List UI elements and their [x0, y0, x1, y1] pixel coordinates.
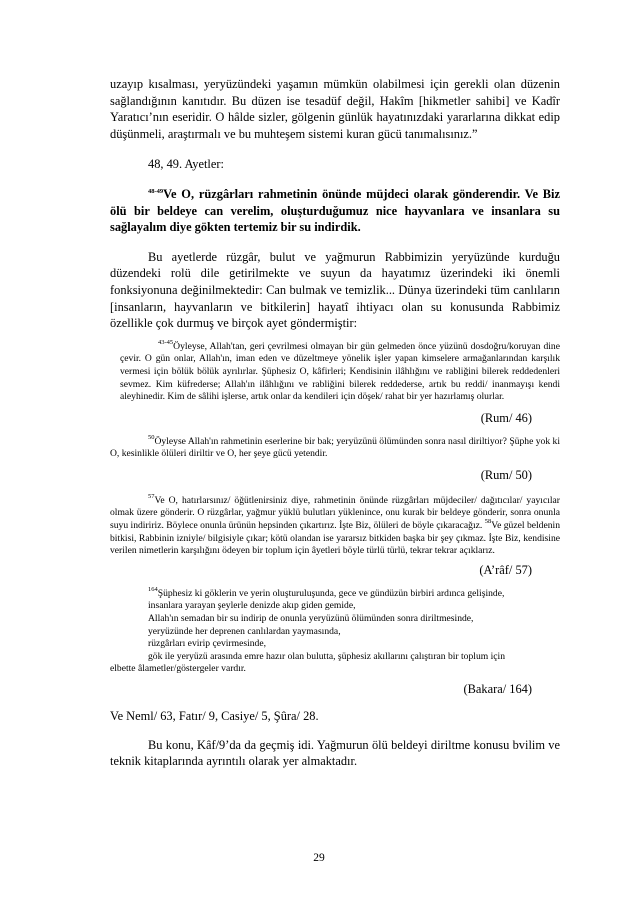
paragraph-intro: uzayıp kısalması, yeryüzündeki yaşamın mümkün olabilmesi için gerekli olan düzenin sağlandığının kanıtıdır. Bu düzen ise tesadüf değil, Hakîm [hikmetler sahibi] ve Kadîr Yaratıcı’nın eseridir. O hâlde sizler, gölgenin günlük hayatınızdaki yararlarına dikkat edip düşünmeli, araştırmalı ve bu muhteşem sistemi kuran gücü tanımalısınız.” — [110, 77, 560, 141]
quote-bakara-164 — [110, 585, 560, 676]
quote-line: yeryüzünde her deprenen canlılardan yaymasında, — [148, 625, 341, 637]
verse-48-49 — [110, 186, 560, 236]
quote-verse-number: 164 — [148, 585, 158, 593]
quote-rum-46 — [110, 338, 560, 404]
reference-rum-50: (Rum/ 50) — [480, 467, 532, 482]
verse-text: Ve O, rüzgârları rahmetinin önünde müjdeci olarak gönderendir. Ve Biz ölü bir beldeye can verelim, oluşturduğumuz nice hayvanlara ve insanlara su sağlayalım diye gökten tertemiz bir su indirdik. — [110, 186, 560, 235]
quote-verse-number: 43-45 — [158, 338, 174, 346]
quote-line: rüzgârları evirip çevirmesinde, — [148, 638, 267, 650]
quote-rum-50 — [110, 433, 560, 461]
quote-araf-57 — [110, 492, 560, 558]
quote-body: Ve güzel beldenin bitkisi, Rabbinin izniyle/ bilgisiyle çıkar; kötü olandan ise yararsız bitkiden başka bir şey çıkmaz. İşte Biz, kendisine verilen nimetlerin karşılığını ödeyen bir toplum için âyetleri böyle türlü türlü, tekrar tekrar açıklarız. — [110, 520, 560, 557]
quote-body: Öyleyse Allah'ın rahmetinin eserlerine bir bak; yeryüzünü ölümünden sonra nasıl diriltiyor? Şüphe yok ki O, kesinlikle ölüleri diriltir ve O, her şeye gücü yetendir. — [110, 435, 560, 460]
quote-verse-number: 57 — [148, 492, 155, 500]
reference-bakara-164: (Bakara/ 164) — [463, 682, 532, 696]
quote-body: Ve O, hatırlarsınız/ öğütlenirsiniz diye, rahmetinin önünde rüzgârları müjdeciler/ dağıtıcılar/ yayıcılar olmak üzere gönderir. O rüzgârlar, yağmur yüklü bulutları yüklenince, onu kurak bir beldeye gönderir, sonra onunla suyu indiririz. Böylece onunla ürünün hepsinden çıkartırız. İşte Biz, ölüleri de böyle çıkaracağız. — [110, 494, 560, 532]
quote-body: Öyleyse, Allah'tan, geri çevrilmesi olmayan bir gün gelmeden önce yüzünü dosdoğru/koruyan dine çevir. O gün onlar, Allah'ın, iman eden ve düzeltmeye yönelik işler yapan kimselere armağanlarından karşılık vermesi için bölük bölük ayrılırlar. Şüphesiz O, kâfirleri; Kendisinin ilâhlığını ve rabliğini bilerek reddedenleri sevmez. Kim küfrederse; Allah'ın ilâhlığını ve rabliğini bilerek reddederse, artık bu reddi/ inanmayışı kendi aleyhinedir. Kim de sâlihi işlerse, artık onlar da kendileri için döşek/ rahat bir yer hazırlamış olurlar. — [120, 340, 560, 403]
reference-rum-46: (Rum/ 46) — [480, 410, 532, 425]
page-number: 29 — [313, 852, 325, 864]
reference-araf-57: (A’râf/ 57) — [479, 562, 532, 577]
quote-line: Allah'ın semadan bir su indirip de onunla yeryüzünü ölümünden sonra diriltmesinde, — [148, 613, 474, 625]
text-column — [110, 76, 560, 770]
quote-line: gök ile yeryüzü arasında emre hazır olan bulutta, şüphesiz akıllarını çalıştıran bir toplum için — [148, 650, 505, 662]
verse-number: 48-49 — [148, 187, 164, 195]
quote-verse-number: 50 — [148, 433, 155, 441]
quote-verse-number: 58 — [484, 518, 492, 526]
paragraph-references: Ve Neml/ 63, Fatır/ 9, Casiye/ 5, Şûra/ 28. — [110, 709, 319, 723]
quote-line: insanlara yarayan şeylerle denizde akıp giden gemide, — [148, 600, 356, 612]
quote-line: elbette âlametler/göstergeler vardır. — [110, 663, 246, 675]
quote-line-text: Şüphesiz ki göklerin ve yerin oluşturuluşunda, gece ve gündüzün birbiri ardınca gelişinde, — [157, 587, 505, 599]
quote-line — [110, 585, 560, 601]
paragraph-closing: Bu konu, Kâf/9’da da geçmiş idi. Yağmurun ölü beldeyi diriltme konusu bvilim ve teknik kitaplarında ayrıntılı olarak yer almaktadır. — [110, 737, 560, 769]
section-heading: 48, 49. Ayetler: — [148, 157, 224, 172]
quote-text — [120, 338, 560, 404]
paragraph-commentary: Bu ayetlerde rüzgâr, bulut ve yağmurun Rabbimizin yeryüzünde kurduğu düzendeki rolü dile getirilmekte ve suyun da hayatımız üzerindeki iki önemli fonksiyonuna değinilmektedir: Can bulmak ve temizlik... Dünya üzerindeki tüm canlıların [insanların, hayvanların ve bitkilerin] hayatî ihtiyacı olan su konusunda Rabbimiz özellikle çok durmuş ve birçok ayet göndermiştir: — [110, 249, 560, 331]
